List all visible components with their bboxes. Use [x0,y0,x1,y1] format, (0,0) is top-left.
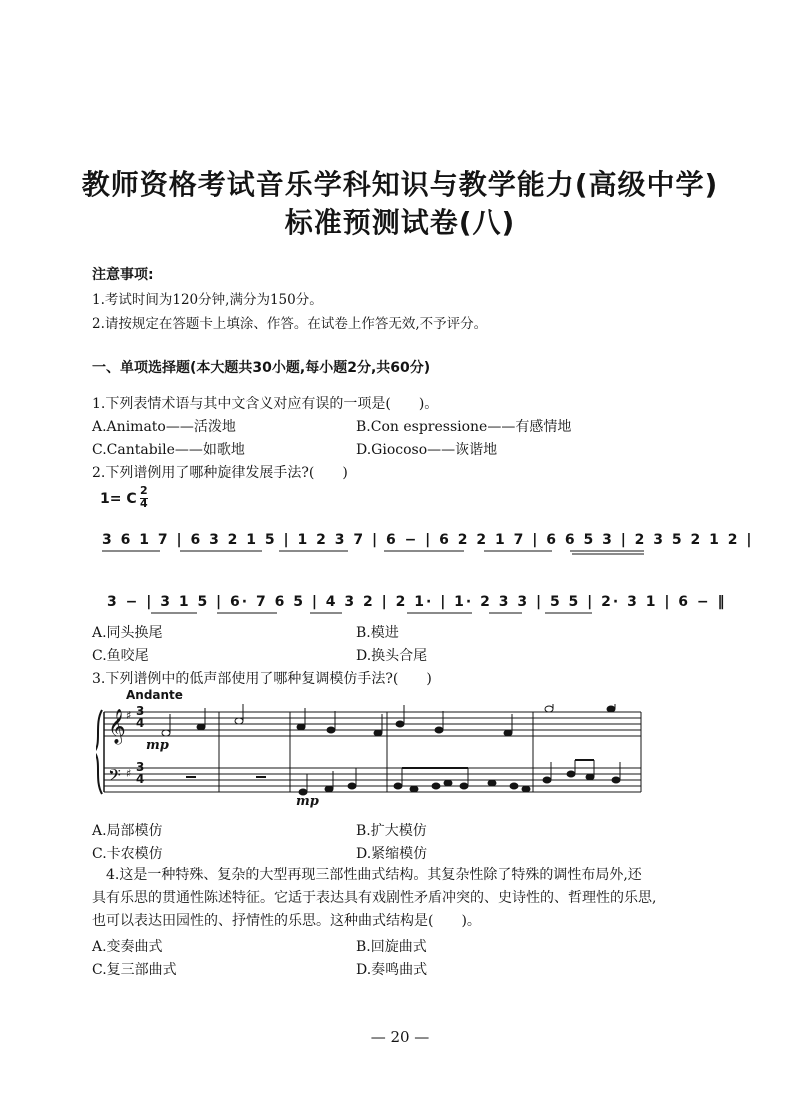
question-4-stem-line-3: 也可以表达田园性的、抒情性的乐思。这种曲式结构是( )。 [92,913,481,929]
bass-time-top: 3 [136,760,145,774]
treble-time-bottom: 4 [136,716,145,730]
jianpu-row-1: 3 6 1 7 | 6 3 2 1 5 | 1 2 3 7 | 6 − | 6 2 2 1 7 | 6 6 5 3 | 2 3 5 2 1 2 | [102,532,754,548]
notice-item-2: 2.请按规定在答题卡上填涂、作答。在试卷上作答无效,不予评分。 [92,316,488,332]
question-4-option-d[interactable]: D.奏鸣曲式 [356,962,428,978]
tempo-marking: Andante [126,688,183,702]
question-4-option-c[interactable]: C.复三部曲式 [92,962,177,978]
question-4-option-a[interactable]: A.变奏曲式 [92,939,163,955]
question-4-option-b[interactable]: B.回旋曲式 [356,939,427,955]
question-1-option-b[interactable]: B.Con espressione——有感情地 [356,419,572,435]
question-2-stem: 2.下列谱例用了哪种旋律发展手法?( ) [92,465,348,481]
jianpu-key-signature [100,486,180,516]
piano-score [96,688,656,816]
grand-staff [96,704,656,816]
question-1-stem: 1.下列表情术语与其中文含义对应有误的一项是( )。 [92,396,439,412]
jianpu-row-2-underlines [107,611,652,619]
jianpu-row-2: 3 − | 3 1 5 | 6· 7 6 5 | 4 3 2 | 2 1· | 1· 2 3 3 | 5 5 | 2· 3 1 | 6 − ‖ [107,594,727,610]
question-3-option-a[interactable]: A.局部模仿 [92,823,163,839]
question-1-option-c[interactable]: C.Cantabile——如歌地 [92,442,245,458]
question-2-option-c[interactable]: C.鱼咬尾 [92,648,149,664]
question-1-option-d[interactable]: D.Giocoso——诙谐地 [356,442,498,458]
dynamic-upper: mp [146,738,169,753]
notice-heading: 注意事项: [92,267,154,283]
page-number: — 20 — [370,1028,430,1046]
dynamic-lower: mp [296,794,319,809]
question-2-option-b[interactable]: B.模进 [356,625,399,641]
question-3-option-b[interactable]: B.扩大模仿 [356,823,427,839]
question-4-stem [92,864,692,933]
treble-time-top: 3 [136,704,145,718]
svg-text:𝄢: 𝄢 [108,765,121,789]
bass-time-bottom: 4 [136,772,145,786]
question-4-stem-line-1: 4.这是一种特殊、复杂的大型再现三部性曲式结构。其复杂性除了特殊的调性布局外,还 [106,867,642,883]
question-3-option-d[interactable]: D.紧缩模仿 [356,846,428,862]
exam-title-line2: 标准预测试卷(八) [284,206,516,239]
svg-text:♯: ♯ [126,767,132,780]
jianpu-time-top: 2 [140,484,148,497]
question-3-stem: 3.下列谱例中的低声部使用了哪种复调模仿手法?( ) [92,671,432,687]
jianpu-key-prefix: 1= C [100,491,137,507]
exam-title-line1: 教师资格考试音乐学科知识与教学能力(高级中学) [81,168,719,201]
svg-text:𝄞: 𝄞 [108,709,126,744]
jianpu-row-1-underlines [102,549,647,557]
question-2-option-a[interactable]: A.同头换尾 [92,625,163,641]
section-heading: 一、单项选择题(本大题共30小题,每小题2分,共60分) [92,360,431,376]
question-1-option-a[interactable]: A.Animato——活泼地 [92,419,236,435]
question-4-stem-line-2: 具有乐思的贯通性陈述特征。它适于表达具有戏剧性矛盾冲突的、史诗性的、哲理性的乐思, [92,890,657,906]
question-3-option-c[interactable]: C.卡农模仿 [92,846,163,862]
jianpu-time-bottom: 4 [140,497,148,510]
question-2-option-d[interactable]: D.换头合尾 [356,648,428,664]
svg-text:♯: ♯ [126,709,132,722]
notice-item-1: 1.考试时间为120分钟,满分为150分。 [92,292,323,308]
